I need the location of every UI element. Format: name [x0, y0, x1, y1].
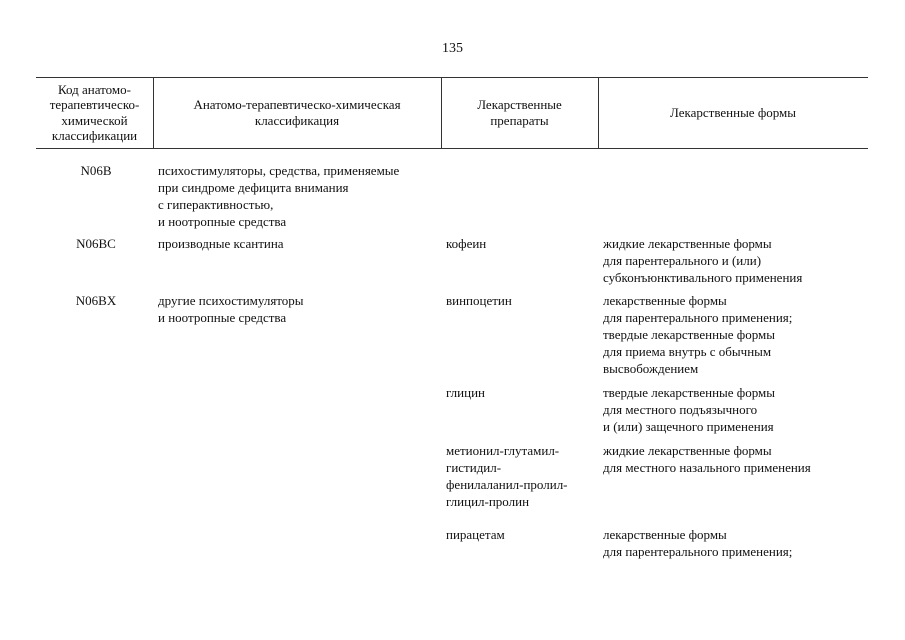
row-drug: глицин: [446, 385, 485, 400]
row-drug: пирацетам: [446, 527, 505, 542]
row-form: лекарственные формы для парентерального применения; твердые лекарственные формы для приема внутрь с обычным высвобождением: [603, 293, 793, 376]
table-header-bottom-rule: [36, 148, 868, 149]
header-atc: Анатомо-терапевтическо-химическая классификация: [193, 97, 401, 128]
row-code: N06BC: [76, 236, 116, 251]
row-drug: кофеин: [446, 236, 487, 251]
header-code: Код анатомо- терапевтическо- химической классификации: [49, 81, 140, 143]
row-drug: метионил-глутамил- гистидил- фенилаланил-пролил- глицил-пролин: [446, 443, 568, 509]
row-form: лекарственные формы для парентерального применения;: [603, 527, 793, 559]
row-code: N06B: [80, 163, 112, 178]
row-form: твердые лекарственные формы для местного подъязычного и (или) защечного применения: [603, 385, 775, 434]
row-atc: производные ксантина: [158, 236, 284, 251]
row-code: N06BX: [75, 293, 117, 308]
row-drug: винпоцетин: [446, 293, 512, 308]
row-form: жидкие лекарственные формы для парентерального и (или) субконъюнктивального применения: [603, 236, 803, 285]
page-number: 135: [442, 41, 463, 56]
header-forms: Лекарственные формы: [669, 104, 797, 120]
header-drugs: Лекарственные препараты: [477, 97, 562, 128]
row-atc: другие психостимуляторы и ноотропные средства: [158, 293, 304, 325]
row-form: жидкие лекарственные формы для местного назального применения: [603, 443, 811, 475]
row-atc: психостимуляторы, средства, применяемые при синдроме дефицита внимания с гиперактивностью, и ноотропные средства: [158, 163, 400, 229]
